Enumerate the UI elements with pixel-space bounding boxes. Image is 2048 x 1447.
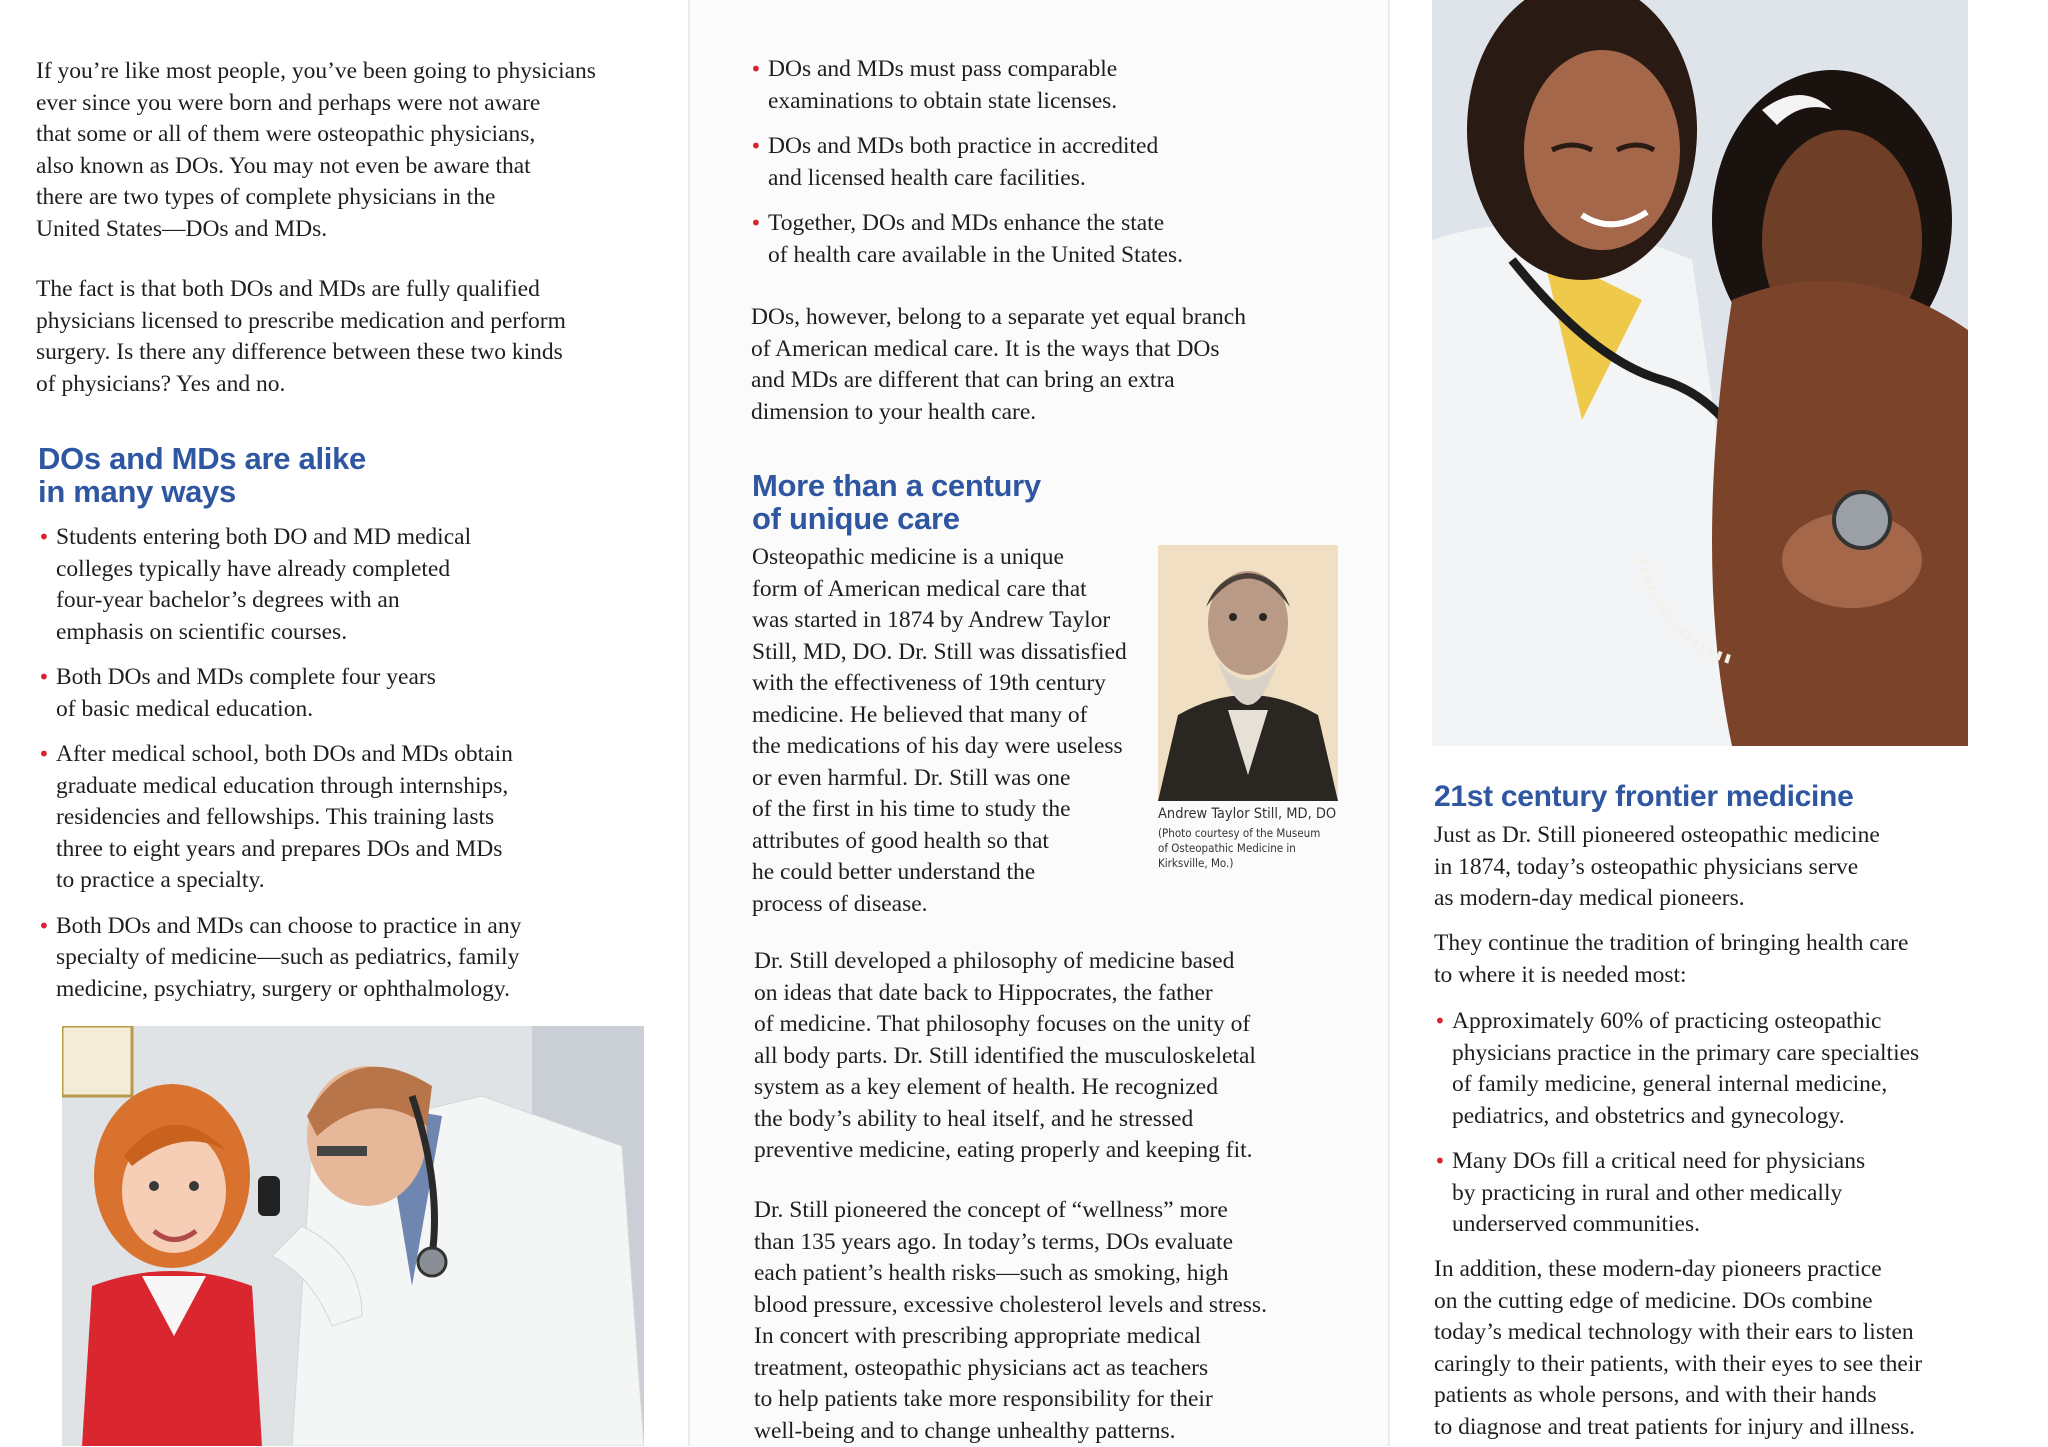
bullet-dot-icon: • [38, 665, 50, 689]
frontier-bullet-list [1434, 1006, 2014, 1255]
bullet-item: • Both DOs and MDs can choose to practice in any specialty of medicine—such as pediatrics, family medicine, psychiatry, surgery or ophthalmology. [38, 912, 522, 1002]
right-panel [1390, 0, 2048, 1446]
bullet-dot-icon: • [750, 134, 762, 158]
andrew-taylor-still-portrait [1158, 545, 1338, 801]
frontier-heading: 21st century frontier medicine [1434, 780, 1854, 813]
left-panel [0, 0, 690, 1446]
bullet-item: • After medical school, both DOs and MDs obtain graduate medical education through internships, residencies and fellowships. This training lasts three to eight years and prepares DOs and MDs to practice a specialty. [38, 741, 513, 893]
comparable-bullet-list [750, 54, 1350, 285]
osteopathic-history-paragraph: Osteopathic medicine is a unique form of American medical care that was started in 1874 by Andrew Taylor Still, MD, DO. Dr. Still was dissatisfied with the effectiveness of 19th century medicine. He believed that many of the medications of his day were useless or even harmful. Dr. Still was one of the first in his time to study the attributes of good health so that he could better understand the process of disease. [752, 544, 1127, 917]
doctor-stethoscope-child-photo [1432, 0, 1968, 746]
alike-heading: DOs and MDs are alike in many ways [38, 441, 366, 509]
bullet-item: • Both DOs and MDs complete four years of basic medical education. [38, 664, 436, 722]
bullet-item: • Approximately 60% of practicing osteopathic physicians practice in the primary care specialties of family medicine, general internal medicine, pediatrics, and obstetrics and gynecology. [1434, 1008, 1920, 1129]
qualified-paragraph: The fact is that both DOs and MDs are fully qualified physicians licensed to prescribe medication and perform surgery. Is there any difference between these two kinds of physicians? Yes and no. [36, 276, 566, 397]
pioneers-paragraph: Just as Dr. Still pioneered osteopathic medicine in 1874, today’s osteopathic physicians serve as modern-day medical pioneers. [1434, 822, 1880, 911]
bullet-item: • Students entering both DO and MD medical colleges typically have already completed four-year bachelor’s degrees with an emphasis on scientific courses. [38, 524, 472, 645]
bullet-dot-icon: • [38, 742, 50, 766]
philosophy-paragraph: Dr. Still developed a philosophy of medicine based on ideas that date back to Hippocrates, the father of medicine. That philosophy focuses on the unity of all body parts. Dr. Still identified the musculoskeletal system as a key element of health. He recognized the body’s ability to heal itself, and he stressed preventive medicine, eating properly and keeping fit. [754, 948, 1256, 1163]
portrait-caption: Andrew Taylor Still, MD, DO [1158, 806, 1337, 822]
bullet-dot-icon: • [38, 525, 50, 549]
bullet-dot-icon: • [750, 57, 762, 81]
bullet-dot-icon: • [1434, 1149, 1446, 1173]
century-heading: More than a century of unique care [752, 468, 1041, 536]
alike-bullet-list [38, 522, 638, 1019]
intro-paragraph: If you’re like most people, you’ve been going to physicians ever since you were born and perhaps were not aware that some or all of them were osteopathic physicians, also known as DOs. You may not even be aware that there are two types of complete physicians in the United States—DOs and MDs. [36, 58, 596, 242]
wellness-paragraph: Dr. Still pioneered the concept of “wellness” more than 135 years ago. In today’s terms, DOs evaluate each patient’s health risks—such as smoking, high blood pressure, excessive cholesterol levels and stress. In concert with prescribing appropriate medical treatment, osteopathic physicians act as teachers to help patients take more responsibility for their well-being and to change unhealthy patterns. [754, 1197, 1267, 1444]
bullet-dot-icon: • [1434, 1009, 1446, 1033]
doctor-ear-exam-photo [62, 1026, 644, 1446]
bullet-item: • DOs and MDs must pass comparable examinations to obtain state licenses. [750, 56, 1118, 114]
bullet-dot-icon: • [38, 913, 50, 938]
cutting-edge-paragraph: In addition, these modern-day pioneers practice on the cutting edge of medicine. DOs combine today’s medical technology with their ears to listen caringly to their patients, with their eyes to see their patients as whole persons, and with their hands to diagnose and treat patients for injury and illness. [1434, 1256, 1923, 1440]
bullet-item: • Many DOs fill a critical need for physicians by practicing in rural and other medically underserved communities. [1434, 1148, 1866, 1237]
bullet-item: • Together, DOs and MDs enhance the state of health care available in the United States. [750, 210, 1184, 268]
middle-panel [690, 0, 1390, 1446]
branch-paragraph: DOs, however, belong to a separate yet equal branch of American medical care. It is the ways that DOs and MDs are different that can bring an extra dimension to your health care. [751, 304, 1246, 425]
tradition-paragraph: They continue the tradition of bringing health care to where it is needed most: [1434, 930, 1909, 988]
bullet-dot-icon: • [750, 211, 762, 235]
portrait-credit: (Photo courtesy of the Museum of Osteopathic Medicine in Kirksville, Mo.) [1158, 826, 1321, 870]
bullet-item: • DOs and MDs both practice in accredited and licensed health care facilities. [750, 133, 1159, 191]
